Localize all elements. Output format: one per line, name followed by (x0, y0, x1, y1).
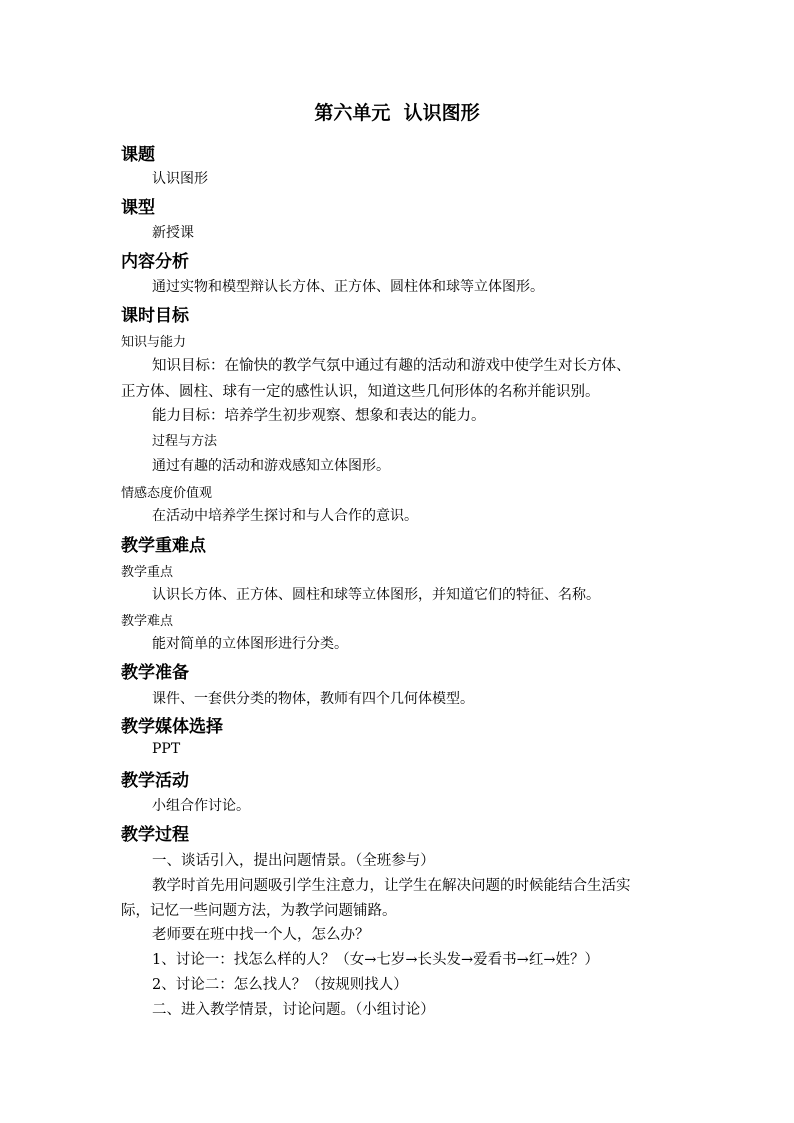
section-heading-activity: 教学活动 (121, 771, 189, 791)
section-heading-objectives: 课时目标 (121, 306, 189, 326)
subheading-difficult-point: 教学难点 (121, 614, 174, 629)
difficult-point-content: 能对简单的立体图形进行分类。 (152, 636, 348, 652)
activity-content: 小组合作讨论。 (152, 798, 250, 814)
subheading-knowledge-ability: 知识与能力 (121, 335, 187, 350)
section-heading-preparation: 教学准备 (121, 663, 189, 683)
process-line-4: 老师要在班中找一个人，怎么办？ (152, 927, 370, 943)
process-line-5: 1、讨论一：找怎么样的人？（女→七岁→长头发→爱看书→红→姓？） (152, 952, 599, 968)
knowledge-goal-line-2: 正方体、圆柱、球有一定的感性认识，知道这些几何形体的名称并能识别。 (121, 384, 600, 400)
section-heading-content-analysis: 内容分析 (121, 252, 189, 272)
section-heading-lesson-type: 课型 (121, 198, 155, 218)
process-line-6: 2、讨论二：怎么找人？（按规则找人） (152, 977, 408, 993)
content-analysis-text: 通过实物和模型辩认长方体、正方体、圆柱体和球等立体图形。 (152, 279, 544, 295)
lesson-type-content: 新授课 (152, 225, 194, 241)
subheading-key-point: 教学重点 (121, 565, 174, 580)
process-content: 通过有趣的活动和游戏感知立体图形。 (152, 458, 390, 474)
emotion-content: 在活动中培养学生探讨和与人合作的意识。 (152, 508, 418, 524)
section-heading-process: 教学过程 (121, 825, 189, 845)
section-heading-topic: 课题 (121, 145, 155, 165)
subheading-process-method: 过程与方法 (152, 434, 218, 449)
ability-goal: 能力目标：培养学生初步观察、想象和表达的能力。 (152, 408, 486, 424)
process-line-7: 二、进入教学情景，讨论问题。（小组讨论） (152, 1002, 435, 1018)
section-heading-key-difficult: 教学重难点 (121, 536, 206, 556)
page-title: 第六单元 认识图形 (314, 102, 480, 124)
process-line-3: 际，记忆一些问题方法，为教学问题铺路。 (121, 903, 397, 919)
knowledge-goal-line-1: 知识目标：在愉快的教学气氛中通过有趣的活动和游戏中使学生对长方体、 (152, 358, 631, 374)
key-point-content: 认识长方体、正方体、圆柱和球等立体图形，并知道它们的特征、名称。 (152, 587, 600, 603)
topic-content: 认识图形 (152, 171, 208, 187)
preparation-content: 课件、一套供分类的物体，教师有四个几何体模型。 (152, 691, 474, 707)
media-content: PPT (152, 741, 181, 757)
process-line-2: 教学时首先用问题吸引学生注意力，让学生在解决问题的时候能结合生活实 (152, 878, 631, 894)
section-heading-media: 教学媒体选择 (121, 717, 223, 737)
process-line-1: 一、谈话引入，提出问题情景。（全班参与） (152, 853, 435, 869)
subheading-emotion-values: 情感态度价值观 (121, 486, 213, 501)
